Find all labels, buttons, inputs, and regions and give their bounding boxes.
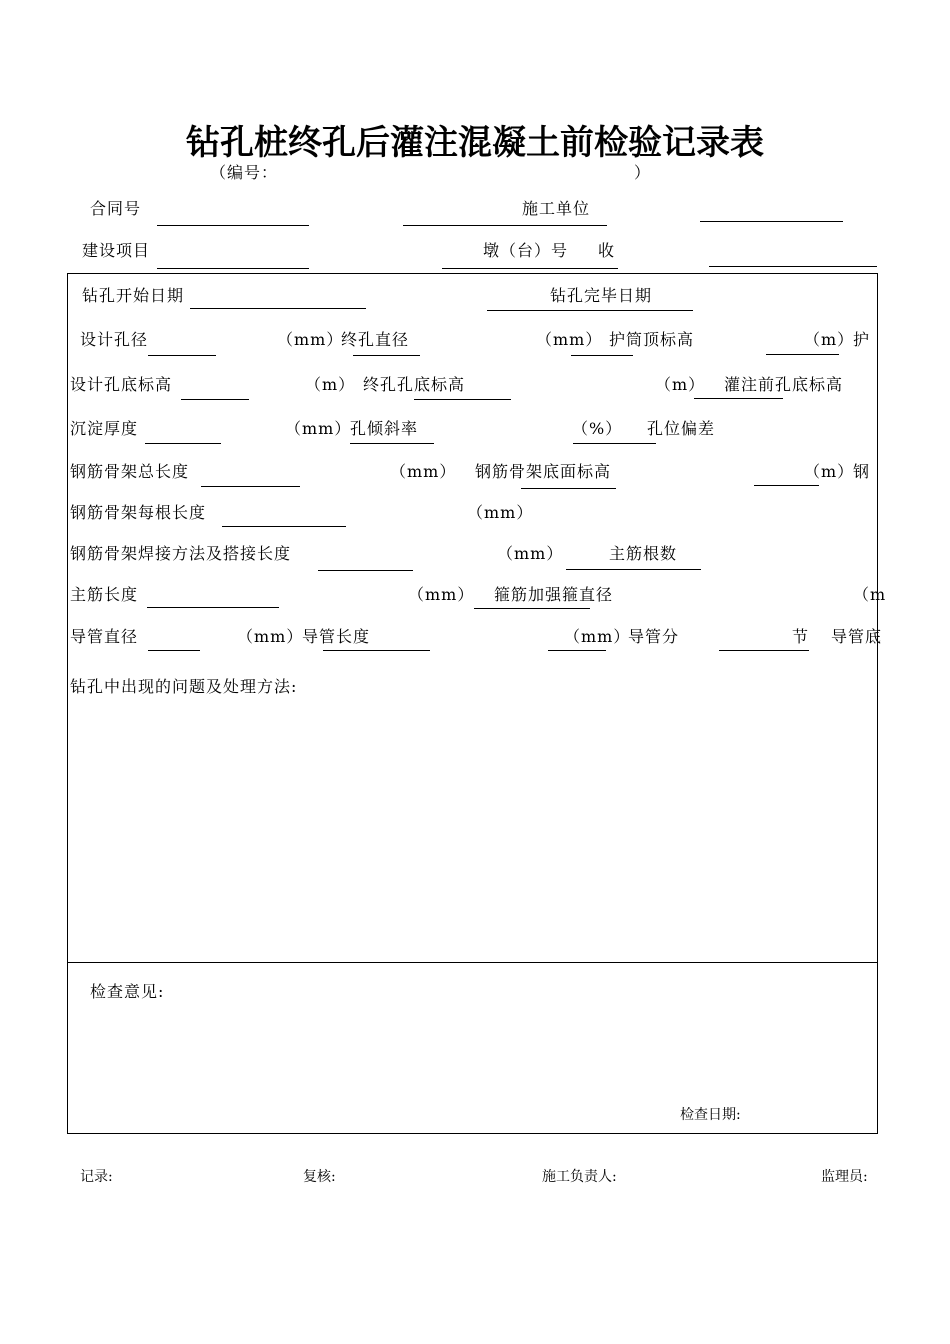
final-diameter-field[interactable] [353, 355, 420, 356]
unit-m-1: （m） [804, 330, 855, 349]
unit-mm-4: （mm） [390, 462, 457, 481]
casing-cut-label: 护 [853, 330, 871, 349]
unit-mm-7: （mm） [408, 585, 475, 604]
contractor-label: 施工单位 [522, 199, 591, 218]
pier-label: 墩（台）号 [483, 241, 569, 260]
cage-each-len-field[interactable] [222, 526, 346, 527]
project-label: 建设项目 [82, 241, 151, 260]
supervisor-label: 监理员: [821, 1169, 868, 1185]
design-diameter-field[interactable] [148, 355, 216, 356]
inclination-label: 孔倾斜率 [350, 419, 419, 438]
unit-percent: （%） [572, 419, 623, 438]
unit-mm-5: （mm） [467, 503, 534, 522]
pipe-diameter-field[interactable] [148, 650, 200, 651]
casing-top-field[interactable] [766, 354, 839, 355]
end-date-field[interactable] [487, 310, 693, 311]
unit-mm-3: （mm） [285, 419, 352, 438]
unit-cut-label: （m [853, 585, 887, 604]
stirrup-diameter-field[interactable] [474, 608, 590, 609]
unit-mm-2: （mm） [536, 330, 603, 349]
design-bottom-label: 设计孔底标高 [70, 375, 173, 394]
unit-m-2: （m） [305, 375, 356, 394]
final-bottom-field[interactable] [414, 399, 511, 400]
cage-each-len-label: 钢筋骨架每根长度 [70, 503, 207, 522]
contractor-field[interactable] [403, 225, 607, 226]
pier-field[interactable] [442, 268, 618, 269]
opinion-area[interactable] [90, 1008, 870, 1098]
inclination-value[interactable] [573, 443, 656, 444]
pipe-sections-field[interactable] [719, 650, 809, 651]
sediment-field[interactable] [145, 443, 221, 444]
accept-field[interactable] [709, 266, 877, 267]
cage-bottom-value[interactable] [754, 485, 819, 486]
unit-m-4: （m） [804, 462, 855, 481]
pre-pour-bottom-field[interactable] [694, 398, 783, 399]
project-field[interactable] [157, 268, 309, 269]
recorder-label: 记录: [80, 1169, 113, 1185]
end-date-label: 钻孔完毕日期 [550, 286, 653, 305]
unit-mm-9: （mm） [564, 627, 631, 646]
pipe-diameter-label: 导管直径 [70, 627, 139, 646]
unit-mm-6: （mm） [497, 544, 564, 563]
main-bar-count-label: 主筋根数 [609, 544, 678, 563]
start-date-label: 钻孔开始日期 [82, 286, 185, 305]
final-diameter-label: 终孔直径 [341, 330, 410, 349]
unit-section: 节 [792, 627, 810, 646]
cage-bottom-field[interactable] [521, 488, 616, 489]
reviewer-label: 复核: [303, 1169, 336, 1185]
casing-top-label: 护筒顶标高 [609, 330, 695, 349]
page-title: 钻孔桩终孔后灌注混凝土前检验记录表 [186, 123, 764, 163]
contractor-extra-field[interactable] [700, 221, 843, 222]
contract-label: 合同号 [90, 199, 142, 218]
unit-m-3: （m） [655, 375, 706, 394]
inspection-date-label: 检查日期: [680, 1107, 741, 1123]
contract-field[interactable] [157, 225, 309, 226]
unit-mm-8: （mm） [237, 627, 304, 646]
cage-cut-label: 钢 [853, 462, 871, 481]
pipe-len-label: 导管长度 [302, 627, 371, 646]
welding-field[interactable] [318, 570, 413, 571]
main-bar-count-field[interactable] [566, 569, 701, 570]
position-dev-label: 孔位偏差 [647, 419, 716, 438]
design-diameter-label: 设计孔径 [80, 330, 149, 349]
cage-total-len-field[interactable] [201, 486, 300, 487]
main-bar-len-field[interactable] [147, 607, 279, 608]
problems-label: 钻孔中出现的问题及处理方法: [70, 677, 298, 696]
pipe-len-value[interactable] [548, 650, 606, 651]
serial-close: ） [634, 163, 652, 182]
design-bottom-field[interactable] [181, 399, 249, 400]
cage-total-len-label: 钢筋骨架总长度 [70, 462, 190, 481]
form-frame [67, 273, 878, 1134]
unit-mm-1: （mm） [277, 330, 344, 349]
site-manager-label: 施工负责人: [542, 1169, 617, 1185]
start-date-field[interactable] [190, 308, 366, 309]
pipe-cut-label: 导管底 [831, 627, 883, 646]
stirrup-diameter-label: 箍筋加强箍直径 [494, 585, 614, 604]
pre-pour-bottom-label: 灌注前孔底标高 [724, 375, 844, 394]
sediment-label: 沉淀厚度 [70, 419, 139, 438]
pipe-len-field[interactable] [323, 650, 430, 651]
cage-bottom-label: 钢筋骨架底面标高 [475, 462, 612, 481]
final-diameter-value[interactable] [571, 355, 633, 356]
welding-label: 钢筋骨架焊接方法及搭接长度 [70, 544, 292, 563]
accept-label: 收 [598, 241, 616, 260]
serial-label: （编号： [210, 163, 279, 182]
pipe-sections-label: 导管分 [628, 627, 680, 646]
problems-area[interactable] [70, 705, 870, 955]
opinion-label: 检查意见: [90, 982, 165, 1001]
main-bar-len-label: 主筋长度 [70, 585, 139, 604]
final-bottom-label: 终孔孔底标高 [363, 375, 466, 394]
inclination-field[interactable] [350, 443, 434, 444]
section-divider [67, 962, 878, 963]
